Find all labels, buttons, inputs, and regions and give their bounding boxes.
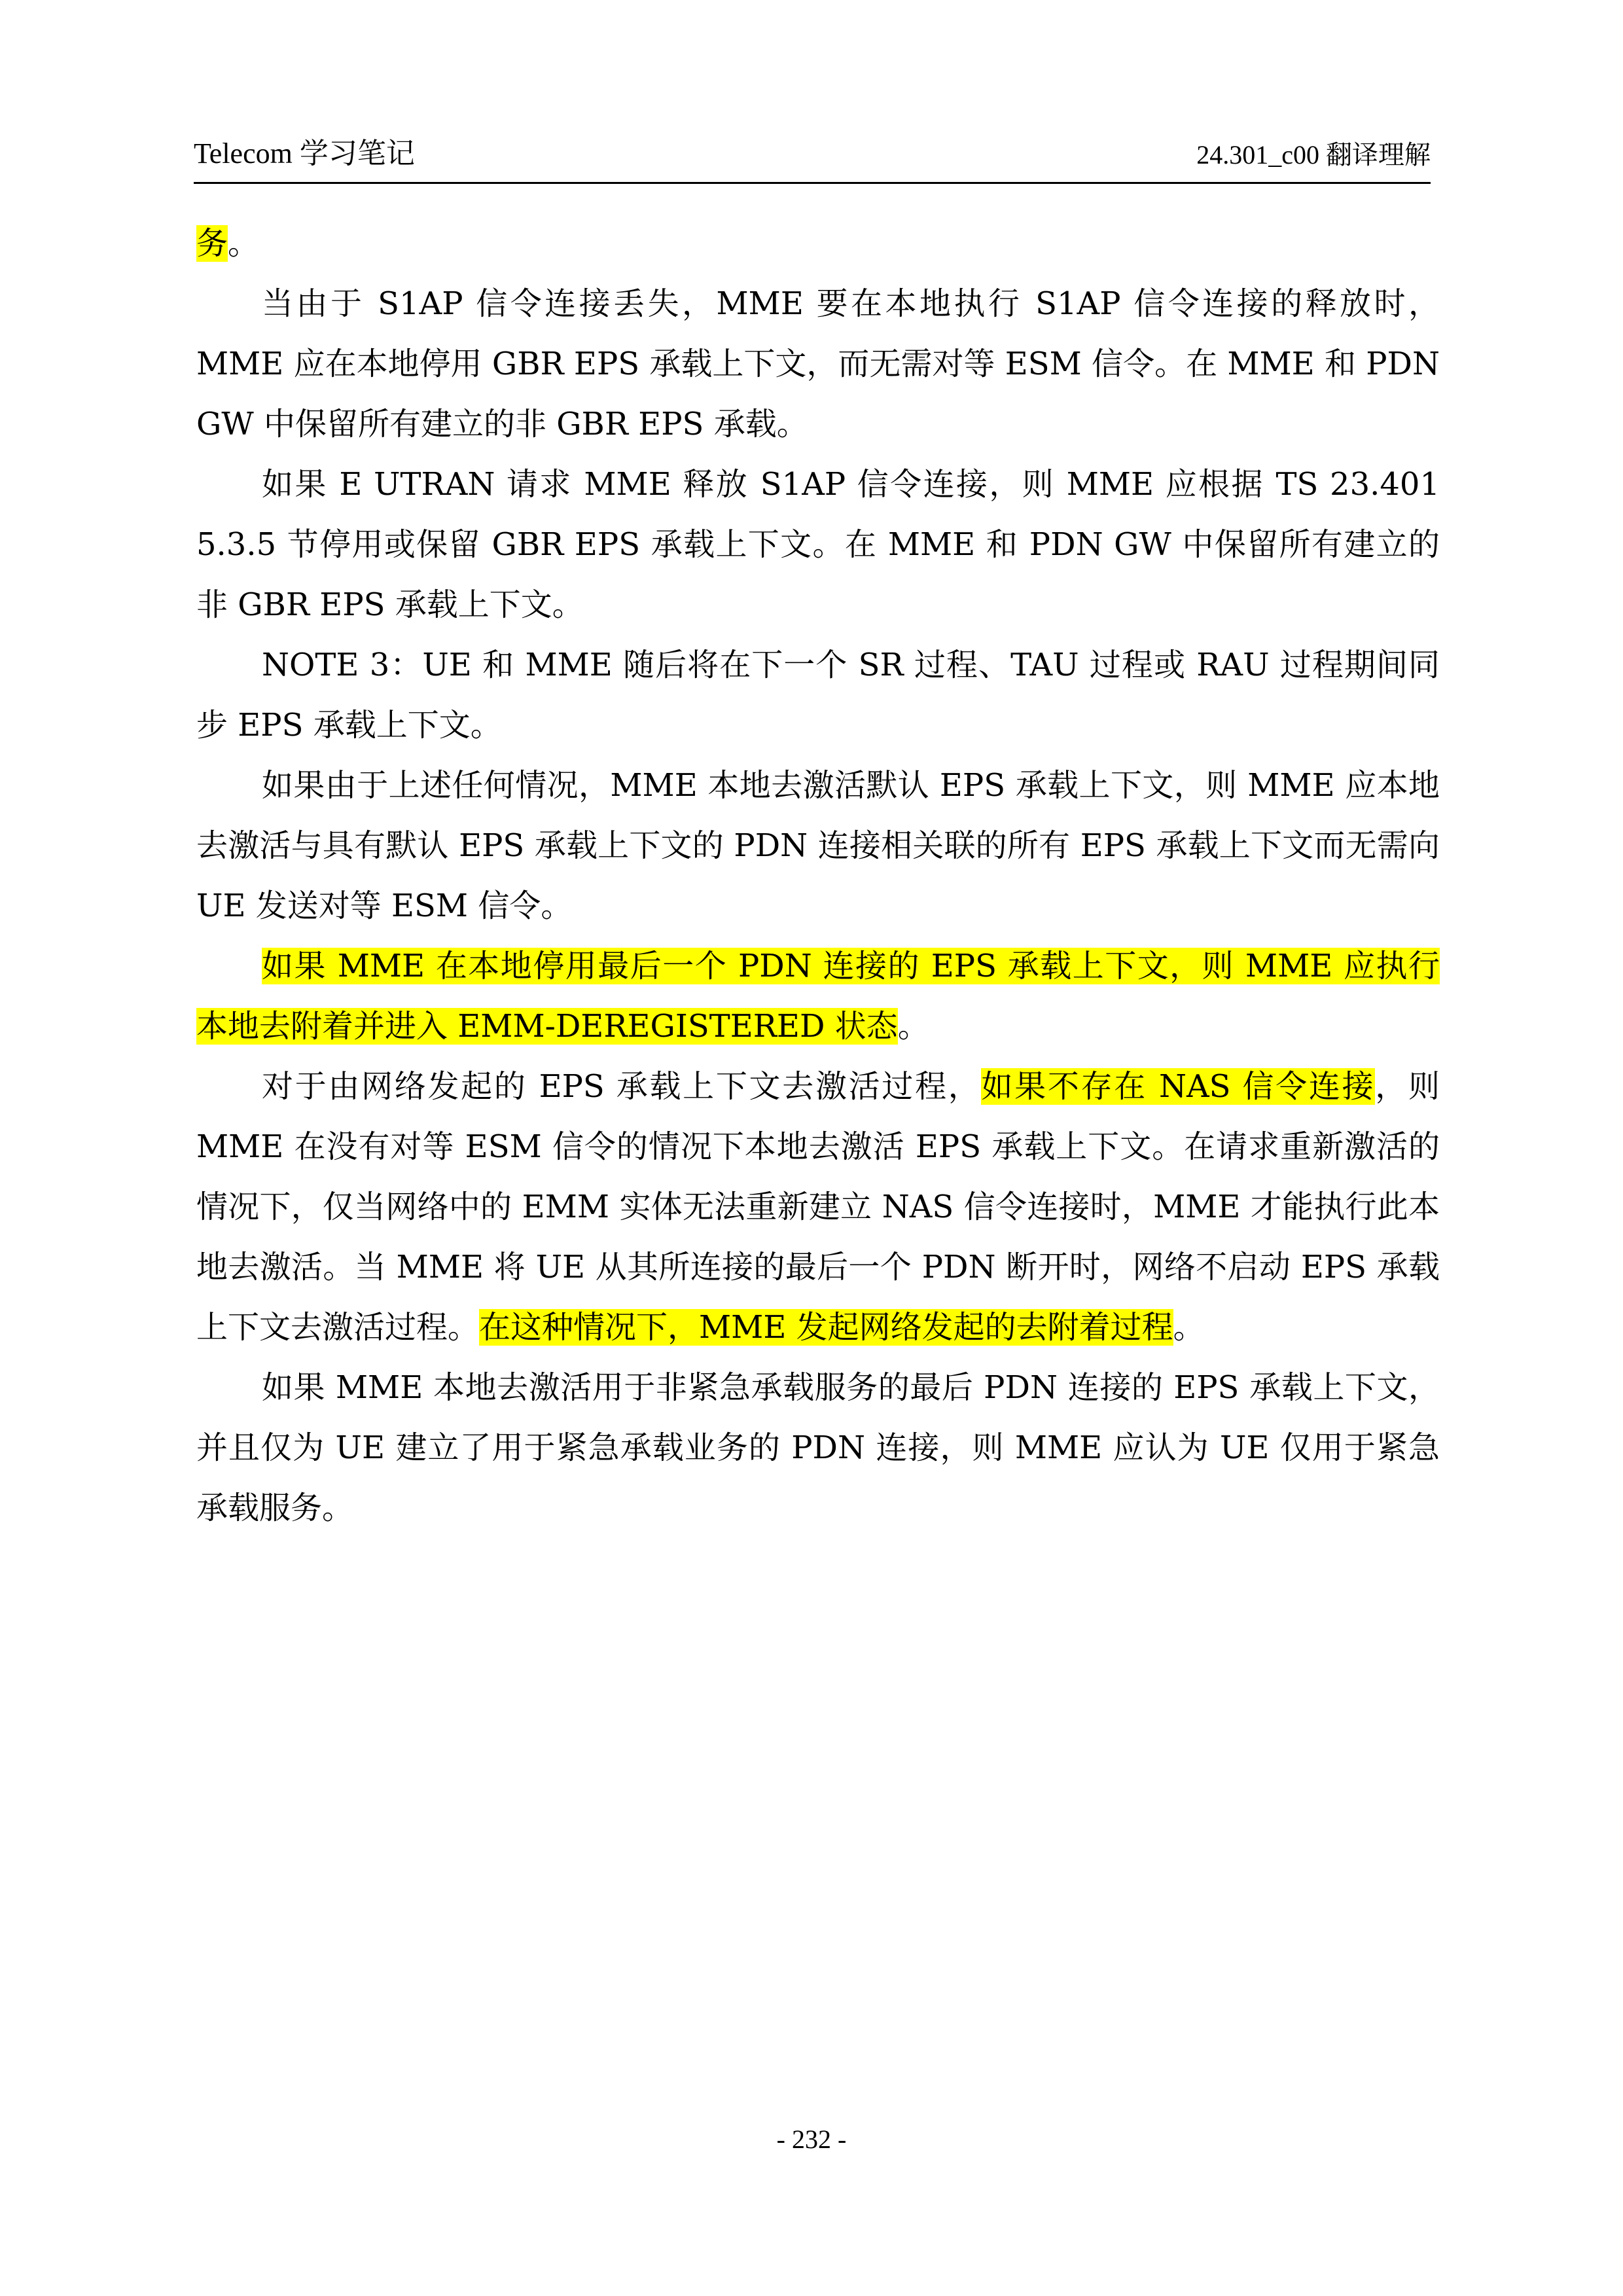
paragraph-6: [196, 1056, 1440, 1357]
paragraph-5: [196, 936, 1440, 1056]
paragraph-text: 。: [897, 1008, 929, 1045]
paragraph-2: 如果 E UTRAN 请求 MME 释放 S1AP 信令连接，则 MME 应根据 TS 23.401 5.3.5 节停用或保留 GBR EPS 承载上下文。在 MME 和 PDN GW 中保留所有建立的非 GBR EPS 承载上下文。: [196, 466, 1440, 623]
paragraph-4: 如果由于上述任何情况，MME 本地去激活默认 EPS 承载上下文，则 MME 应本地去激活与具有默认 EPS 承载上下文的 PDN 连接相关联的所有 EPS 承载上下文而无需向 UE 发送对等 ESM 信令。: [196, 767, 1440, 924]
paragraph-text: 。: [228, 225, 260, 262]
header-doc-ref: 24.301_c00 翻译理解: [1196, 140, 1431, 170]
paragraph-0: [196, 213, 1440, 274]
page-header: [194, 131, 1431, 184]
highlighted-text: 如果不存在 NAS 信令连接: [981, 1068, 1376, 1105]
paragraph-note-3: NOTE 3：UE 和 MME 随后将在下一个 SR 过程、TAU 过程或 RAU 过程期间同步 EPS 承载上下文。: [196, 647, 1440, 744]
paragraph-text: 对于由网络发起的 EPS 承载上下文去激活过程，: [262, 1068, 982, 1105]
paragraph-7: 如果 MME 本地去激活用于非紧急承载服务的最后 PDN 连接的 EPS 承载上下文，并且仅为 UE 建立了用于紧急承载业务的 PDN 连接，则 MME 应认为 UE 仅用于紧急承载服务。: [196, 1369, 1440, 1526]
paragraph-text: 。: [1173, 1309, 1205, 1346]
highlighted-text: 务: [196, 225, 228, 262]
paragraph-text: ，则 MME 在没有对等 ESM 信令的情况下本地去激活 EPS 承载上下文。在请求重新激活的情况下，仅当网络中的 EMM 实体无法重新建立 NAS 信令连接时，MME 才能执行此本地去激活。当 MME 将 UE 从其所连接的最后一个 PDN 断开时，网络不启动 EPS 承载上下文去激活过程。: [196, 1068, 1440, 1346]
header-title: Telecom 学习笔记: [194, 137, 415, 170]
document-body: [196, 213, 1440, 1538]
page-number: - 232 -: [776, 2125, 847, 2154]
paragraph-1: 当由于 S1AP 信令连接丢失，MME 要在本地执行 S1AP 信令连接的释放时，MME 应在本地停用 GBR EPS 承载上下文，而无需对等 ESM 信令。在 MME 和 PDN GW 中保留所有建立的非 GBR EPS 承载。: [196, 285, 1440, 442]
highlighted-text: 如果 MME 在本地停用最后一个 PDN 连接的 EPS 承载上下文，则 MME 应执行本地去附着并进入 EMM-DEREGISTERED 状态: [196, 948, 1440, 1045]
highlighted-text: 在这种情况下，MME 发起网络发起的去附着过程: [479, 1309, 1173, 1346]
